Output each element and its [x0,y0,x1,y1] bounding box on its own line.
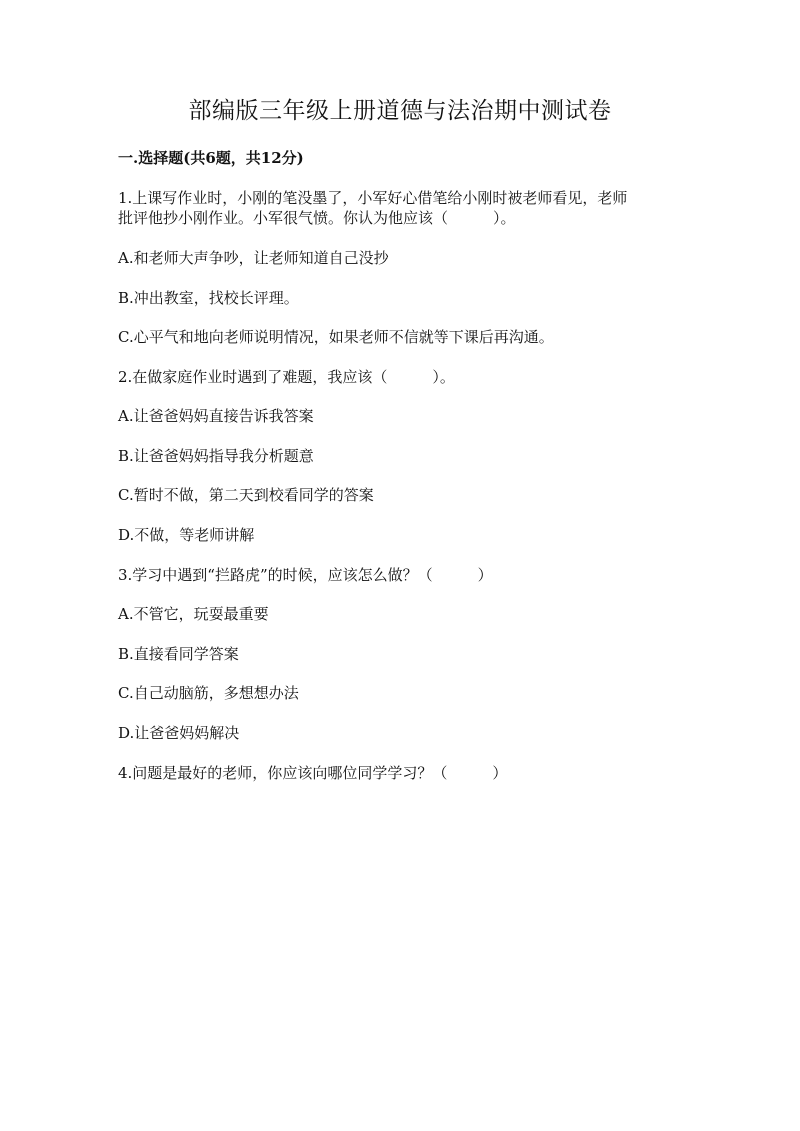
page-title: 部编版三年级上册道德与法治期中测试卷 [188,98,612,124]
question-3-option-d: D.让爸爸妈妈解决 [118,724,240,742]
question-3-option-b: B.直接看同学答案 [118,645,239,663]
question-1-option-b: B.冲出教室，找校长评理。 [118,289,299,307]
question-2-option-b: B.让爸爸妈妈指导我分析题意 [118,447,314,465]
question-2-stem: 2.在做家庭作业时遇到了难题，我应该（ ）。 [118,368,455,386]
question-1-line-1: 1.上课写作业时，小刚的笔没墨了，小军好心借笔给小刚时被老师看见，老师 [118,189,628,207]
question-3-stem: 3.学习中遇到“拦路虎”的时候，应该怎么做？（ ） [118,566,493,584]
question-4-stem: 4.问题是最好的老师，你应该向哪位同学学习？（ ） [118,764,508,782]
question-3-option-a: A.不管它，玩耍最重要 [118,605,269,623]
section-heading: 一.选择题(共6题，共12分) [118,149,304,167]
question-1-option-a: A.和老师大声争吵，让老师知道自己没抄 [118,249,389,267]
question-2-option-d: D.不做，等老师讲解 [118,526,255,544]
question-1-option-c: C.心平气和地向老师说明情况，如果老师不信就等下课后再沟通。 [118,328,554,346]
question-2-option-a: A.让爸爸妈妈直接告诉我答案 [118,407,314,425]
question-1-line-2: 批评他抄小刚作业。小军很气愤。你认为他应该（ ）。 [118,209,516,227]
question-3-option-c: C.自己动脑筋，多想想办法 [118,684,299,702]
question-2-option-c: C.暂时不做，第二天到校看同学的答案 [118,486,374,504]
